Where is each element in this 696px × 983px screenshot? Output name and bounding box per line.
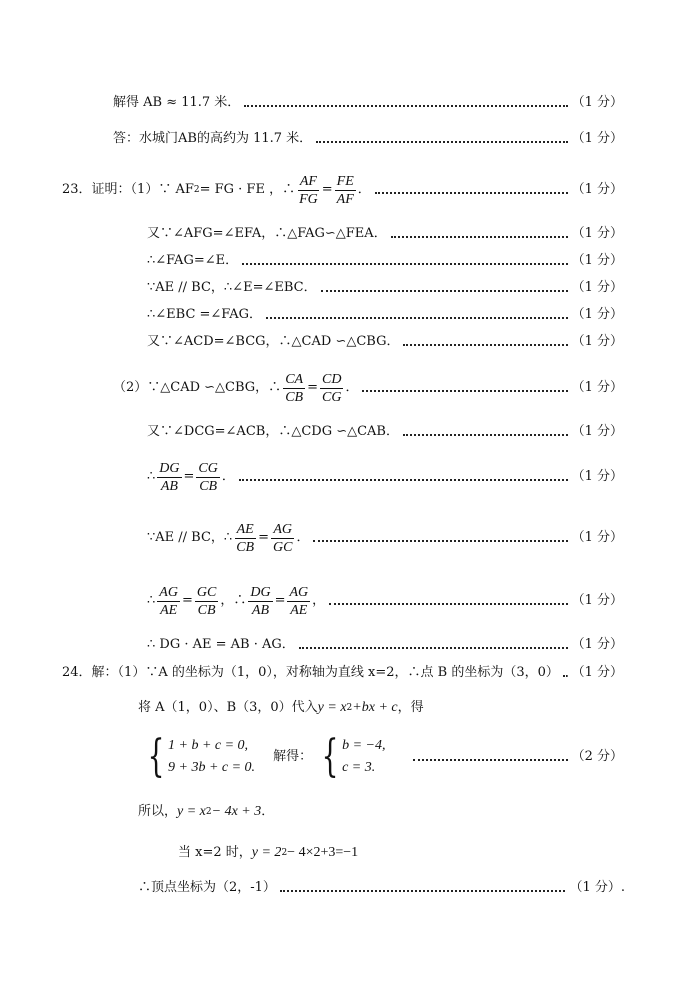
- equation: y = x: [317, 700, 347, 715]
- answer-height-text: 答：水城门AB的高约为 11.7 米．: [113, 131, 313, 146]
- line-similar-cdg-cab: [147, 424, 623, 440]
- step-prefix: ∴: [147, 469, 156, 484]
- step-text: ∴ DG · AE = AB · AG．: [147, 637, 295, 652]
- end-punct: ．: [345, 380, 359, 395]
- left-brace: {: [147, 731, 165, 782]
- dot-leader: [403, 434, 568, 436]
- score-label: （1 分）: [571, 593, 623, 608]
- equation-system-right: [316, 731, 386, 782]
- end-punct: ．: [357, 182, 371, 197]
- line-substitute-points: 将 A（1，0）、B（3，0）代入 y = x 2 +bx + c ，得: [138, 700, 424, 715]
- score-label: （1 分）: [571, 280, 623, 295]
- equals-sign: =: [274, 593, 286, 608]
- equals-sign: =: [181, 593, 193, 608]
- equals-sign: =: [258, 530, 269, 545]
- score-label: （1 分）: [571, 637, 623, 652]
- numerator: AG: [159, 584, 178, 600]
- fraction: [271, 521, 294, 556]
- system-row: b = −4,: [342, 738, 386, 753]
- score-label: （1 分）: [571, 334, 623, 349]
- numerator: GC: [196, 584, 217, 600]
- end-punct: ．: [296, 530, 310, 545]
- line-answer-height: [113, 131, 623, 147]
- fraction: [335, 173, 356, 208]
- numerator: CG: [198, 460, 218, 476]
- dot-leader: [266, 317, 568, 319]
- q23-prefix: 23．证明：（1）∵ AF: [62, 182, 194, 197]
- dot-leader: [362, 390, 567, 392]
- q23-mid: = FG · FE ，∴: [199, 182, 296, 197]
- end-punct: ，: [312, 593, 326, 608]
- score-label: （1 分）: [571, 253, 623, 268]
- end-punct: .: [620, 880, 625, 895]
- system-row: 9 + 3b + c = 0.: [168, 760, 256, 775]
- equals-sign: =: [183, 469, 195, 484]
- numerator: CA: [285, 371, 304, 387]
- line-equation-system: [138, 732, 623, 782]
- fraction: [196, 460, 219, 495]
- line-q23-proof-start: 23．证明：（1）∵ AF 2 = FG · FE ，∴ $\frac{AF}{FG}$ = $\frac{FE}{AF}$ ． （1 分）: [62, 173, 623, 207]
- fraction: [287, 584, 310, 619]
- step-text: ∴∠FAG=∠E．: [147, 253, 239, 268]
- dot-leader: [242, 263, 567, 265]
- fraction: [195, 584, 218, 619]
- score-label: （1 分）: [571, 182, 623, 197]
- numerator: AG: [273, 521, 293, 537]
- fraction: [320, 371, 343, 406]
- left-brace: {: [321, 731, 339, 782]
- fraction: [248, 584, 272, 619]
- score-label: （1 分）: [571, 95, 623, 110]
- dot-leader: [313, 540, 567, 542]
- score-label: （1 分）: [571, 665, 623, 680]
- denominator: CB: [236, 539, 255, 555]
- denominator: AF: [336, 191, 354, 207]
- line-angle-fag-e: [147, 253, 623, 269]
- numerator: AE: [236, 521, 254, 537]
- dot-leader: [563, 675, 568, 677]
- line-parallel-ae-bc: [147, 280, 623, 296]
- step-prefix: ∵AE // BC，∴: [147, 530, 233, 545]
- step-prefix: 将 A（1，0）、B（3，0）代入: [138, 700, 318, 715]
- line-when-x-2: 当 x=2 时， y = 2 2 − 4×2+3=−1: [178, 845, 359, 860]
- step-text: 又∵∠AFG=∠EFA，∴△FAG∽△FEA．: [147, 226, 387, 241]
- dot-leader: [244, 105, 567, 107]
- line-similar-fag-fea: [147, 226, 623, 242]
- step-prefix: （2）∵△CAD ∽△CBG，∴: [113, 380, 282, 395]
- denominator: CB: [199, 478, 218, 494]
- denominator: AE: [160, 602, 178, 618]
- equation-rest: − 4x + 3: [211, 804, 262, 819]
- step-text: 又∵∠DCG=∠ACB，∴△CDG ∽△CAB．: [147, 424, 399, 439]
- equation-system-left: [142, 731, 256, 782]
- score-label: （1 分）: [569, 880, 621, 895]
- line-conclusion-product: [147, 637, 623, 653]
- equals-sign: =: [307, 380, 318, 395]
- numerator: CD: [321, 371, 342, 387]
- step-text: ∴顶点坐标为（2，-1）: [138, 880, 276, 895]
- numerator: FE: [336, 173, 354, 189]
- line-angle-ebc-fag: [147, 307, 623, 323]
- equation: y = 2: [251, 845, 282, 860]
- numerator: DG: [159, 460, 180, 476]
- fraction: [283, 371, 305, 406]
- numerator: AG: [289, 584, 309, 600]
- line-vertex: [138, 880, 625, 896]
- score-label: （1 分）: [571, 307, 623, 322]
- end-punct: ．: [221, 469, 235, 484]
- denominator: AE: [290, 602, 308, 618]
- fraction: [157, 460, 181, 495]
- line-ratio-chain: [147, 581, 623, 621]
- denominator: CB: [197, 602, 216, 618]
- denominator: CG: [321, 389, 342, 405]
- dot-leader: [413, 759, 567, 761]
- step-text: ∴∠EBC =∠FAG．: [147, 307, 262, 322]
- denominator: GC: [272, 539, 293, 555]
- line-similar-cad-cbg: [147, 334, 623, 350]
- step-text: 又∵∠ACD=∠BCG，∴△CAD ∽△CBG．: [147, 334, 400, 349]
- line-ratio-dg-ab: [147, 457, 623, 497]
- fraction: [157, 584, 180, 619]
- step-end: ．: [261, 804, 275, 819]
- dot-leader: [321, 290, 568, 292]
- dot-leader: [299, 647, 568, 649]
- score-label: （1 分）: [571, 424, 623, 439]
- dot-leader: [239, 479, 568, 481]
- step-prefix: 当 x=2 时，: [178, 845, 252, 860]
- fraction: [234, 521, 256, 556]
- equation: y = x: [177, 804, 206, 819]
- step-prefix: 所以，: [138, 804, 178, 819]
- q24-text: 24．解：（1）∵A 的坐标为（1，0），对称轴为直线 x=2，∴点 B 的坐标为（3，0）: [62, 665, 559, 680]
- line-solve-ab: [113, 95, 623, 111]
- line-q24-start: [62, 665, 623, 681]
- fraction: [297, 173, 320, 208]
- denominator: AB: [160, 478, 178, 494]
- score-label: （1 分）: [571, 131, 623, 146]
- score-label: （1 分）: [571, 469, 623, 484]
- system-row: 1 + b + c = 0,: [168, 738, 249, 753]
- equation-rest: − 4×2+3=−1: [287, 845, 359, 860]
- solve-ab-text: 解得 AB ≈ 11.7 米．: [113, 95, 241, 110]
- numerator: AF: [299, 173, 317, 189]
- score-label: （1 分）: [571, 226, 623, 241]
- step-end: ，得: [397, 700, 424, 715]
- denominator: AB: [251, 602, 269, 618]
- numerator: DG: [250, 584, 271, 600]
- step-text: ∵AE // BC，∴∠E=∠EBC．: [147, 280, 317, 295]
- line-ratio-ae-cb: [147, 518, 623, 558]
- line-so-equation: 所以， y = x 2 − 4x + 3 ．: [138, 804, 275, 819]
- equation-rest: +bx + c: [352, 700, 398, 715]
- dot-leader: [375, 192, 568, 194]
- dot-leader: [391, 236, 568, 238]
- line-part2-ratio: [113, 368, 623, 408]
- solve-label: 解得：: [273, 749, 313, 764]
- dot-leader: [403, 344, 567, 346]
- dot-leader: [329, 603, 567, 605]
- system-row: c = 3.: [342, 760, 376, 775]
- step-mid: ，∴: [220, 593, 247, 608]
- denominator: FG: [299, 191, 318, 207]
- score-label: （1 分）: [571, 380, 623, 395]
- dot-leader: [316, 141, 567, 143]
- denominator: CB: [285, 389, 304, 405]
- score-label: （1 分）: [571, 530, 623, 545]
- score-label: （2 分）: [571, 749, 623, 764]
- step-prefix: ∴: [147, 593, 156, 608]
- equals-sign: =: [321, 182, 333, 197]
- dot-leader: [280, 890, 566, 892]
